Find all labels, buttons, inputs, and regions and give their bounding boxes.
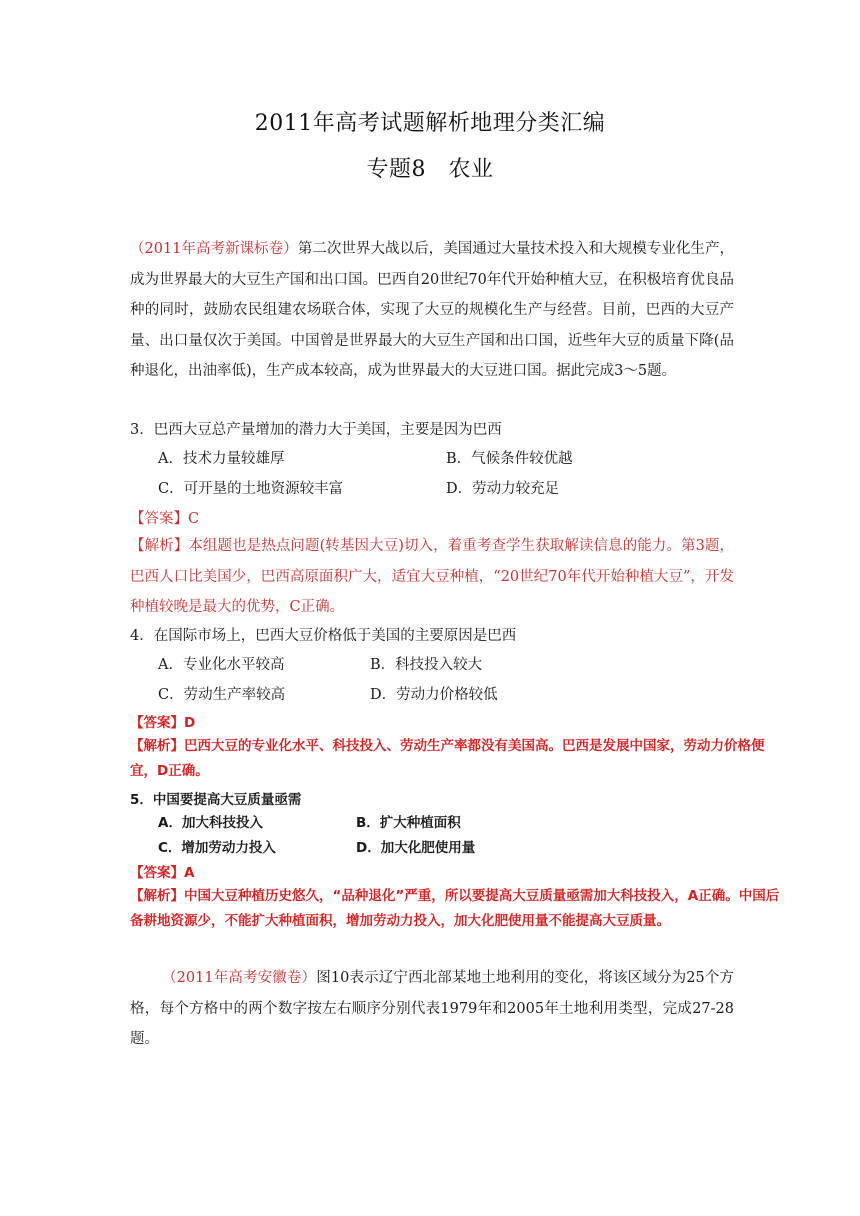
q5-option-b: B．扩大种植面积	[356, 815, 461, 831]
q5-stem: 5．中国要提高大豆质量亟需	[130, 792, 302, 808]
q3-option-a: A．技术力量较雄厚	[158, 451, 285, 467]
q5-analysis: 【解析】中国大豆种植历史悠久，“品种退化”严重，所以要提高大豆质量亟需加大科技投入，A正确。中国后备耕地资源少，不能扩大种植面积，增加劳动力投入，加大化肥使用量不能提高大豆质量。	[130, 888, 780, 929]
q5-option-d: D．加大化肥使用量	[356, 840, 476, 856]
document-title: 2011年高考试题解析地理分类汇编	[254, 111, 606, 136]
q5-option-c: C．增加劳动力投入	[158, 840, 276, 856]
q3-option-c: C．可开垦的土地资源较丰富	[158, 481, 344, 497]
q3-analysis: 【解析】本组题也是热点问题(转基因大豆)切入，着重考查学生获取解读信息的能力。第3题，巴西人口比美国少，巴西高原面积广大，适宜大豆种植，“20世纪70年代开始种植大豆”，开发种植较晚是最大的优势，C正确。	[130, 538, 734, 615]
q3-option-d: D．劳动力较充足	[446, 481, 560, 497]
section2-source: （2011年高考安徽卷）	[162, 970, 317, 986]
q4-option-b: B．科技投入较大	[370, 657, 483, 673]
section2-intro-text: 图10表示辽宁西北部某地土地利用的变化，将该区域分为25个方格，每个方格中的两个数字按左右顺序分别代表1979年和2005年土地利用类型，完成27-28题。	[130, 970, 734, 1047]
q4-option-a: A．专业化水平较高	[158, 657, 285, 673]
q3-answer: 【答案】C	[130, 511, 200, 527]
q3-option-b: B．气候条件较优越	[446, 451, 573, 467]
document-subtitle: 专题8 农业	[366, 157, 494, 182]
section1-intro-paragraph	[130, 234, 734, 387]
q5-answer: 【答案】A	[130, 865, 195, 881]
q4-answer: 【答案】D	[130, 715, 196, 731]
q3-stem: 3．巴西大豆总产量增加的潜力大于美国，主要是因为巴西	[130, 422, 502, 438]
section1-source: （2011年高考新课标卷）	[130, 241, 298, 257]
q4-option-c: C．劳动生产率较高	[158, 687, 286, 703]
q4-stem: 4．在国际市场上，巴西大豆价格低于美国的主要原因是巴西	[130, 628, 517, 644]
section2-intro-paragraph	[130, 963, 734, 1055]
q4-analysis: 【解析】巴西大豆的专业化水平、科技投入、劳动生产率都没有美国高。巴西是发展中国家，劳动力价格便宜，D正确。	[130, 738, 765, 779]
q4-option-d: D．劳动力价格较低	[370, 687, 498, 703]
section1-intro-text: 第二次世界大战以后，美国通过大量技术投入和大规模专业化生产，成为世界最大的大豆生产国和出口国。巴西自20世纪70年代开始种植大豆，在积极培育优良品种的同时，鼓励农民组建农场联合体，实现了大豆的规模化生产与经营。目前，巴西的大豆产量、出口量仅次于美国。中国曾是世界最大的大豆生产国和出口国，近些年大豆的质量下降(品种退化，出油率低)，生产成本较高，成为世界最大的大豆进口国。据此完成3～5题。	[130, 241, 734, 379]
q5-option-a: A．加大科技投入	[158, 815, 263, 831]
